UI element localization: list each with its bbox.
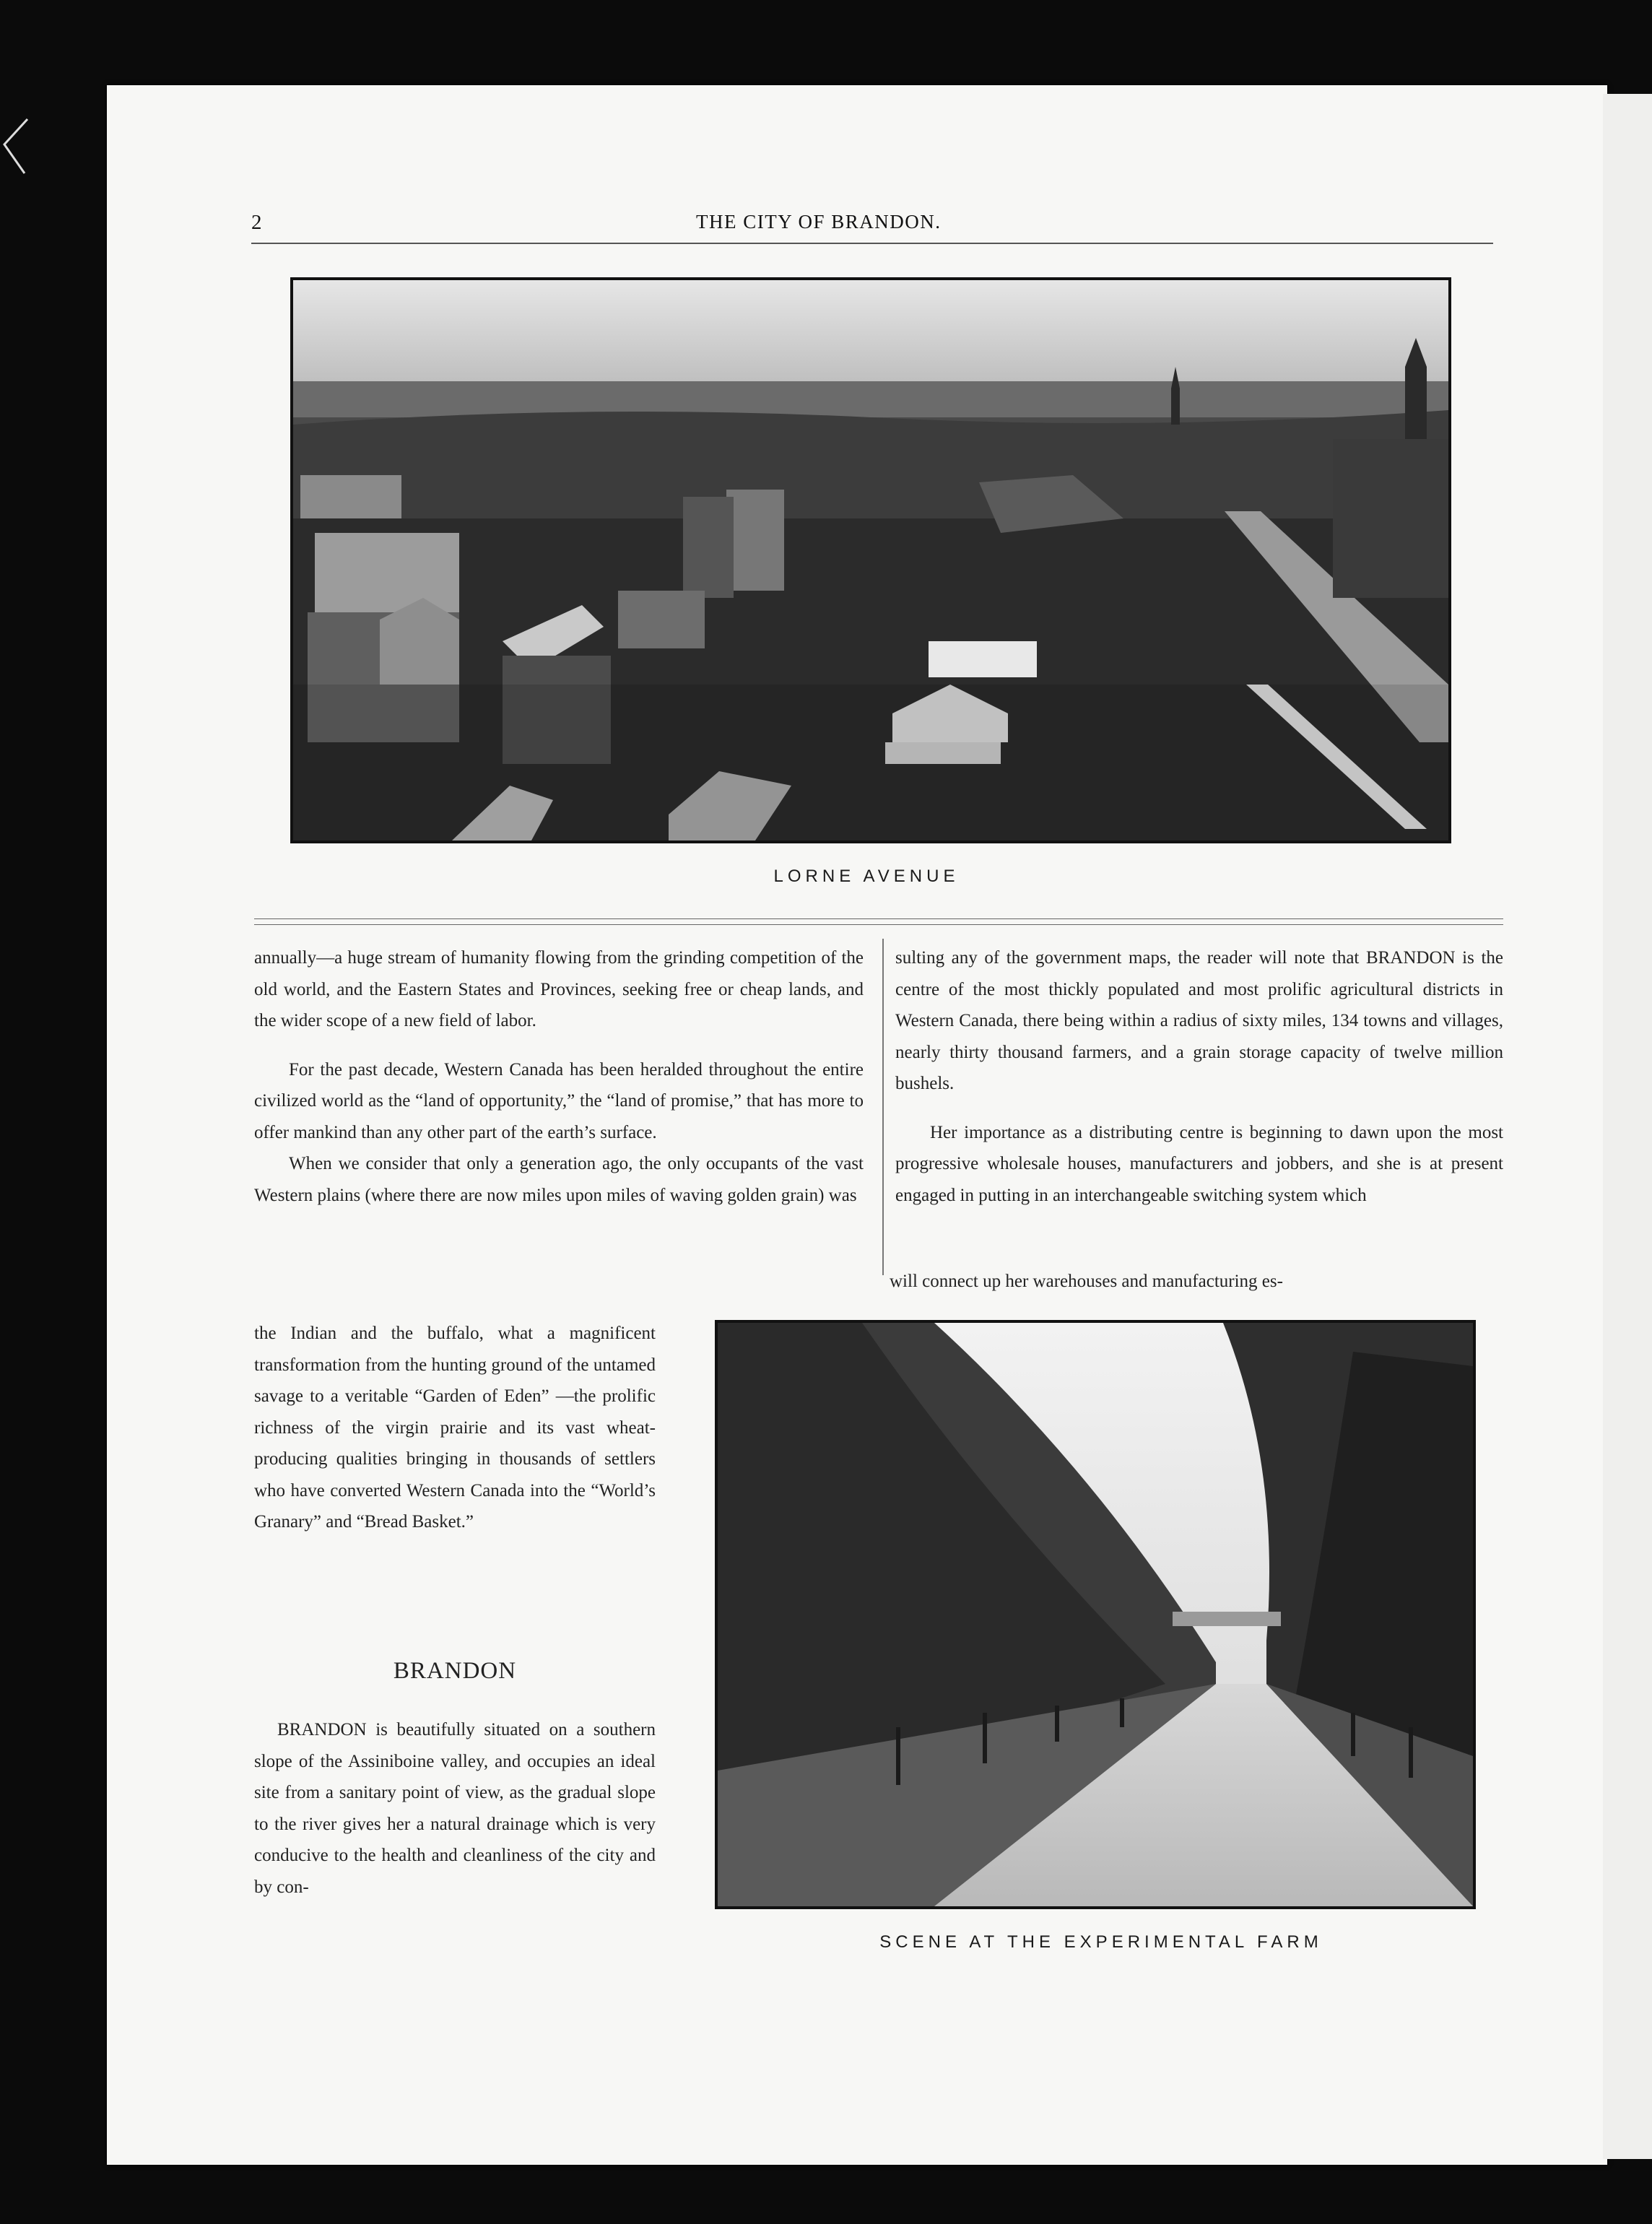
paragraph: will connect up her warehouses and manufacturing es- [890,1272,1283,1291]
paragraph: sulting any of the government maps, the reader will note that BRANDON is the centre of the most thickly populated and most prolific agricultural districts in Western Canada, there being within a radius of sixty miles, 134 towns and villages, nearly thirty thousand farmers, and a grain storage capacity of twelve million bushels. [895,948,1503,1093]
caption-lorne-avenue: LORNE AVENUE [773,866,960,886]
section-rule [254,918,1503,919]
page-number: 2 [251,211,262,234]
paragraph: Her importance as a distributing centre is beginning to dawn upon the most progressive wholesale houses, manufacturers and jobbers, and she is at present engaged in putting in an interchangeable switching system which [895,1122,1503,1205]
section-rule-double [254,924,1503,925]
paragraph: For the past decade, Western Canada has been heralded throughout the entire civilized world as the “land of opportunity,” the “land of promise,” that has more to offer mankind than any other part of the earth’s surface. [254,1059,864,1142]
right-column-top [895,942,1503,1211]
caption-experimental-farm: SCENE AT THE EXPERIMENTAL FARM [879,1932,1323,1952]
right-column-trailing-line [890,1271,1503,1293]
paragraph: BRANDON is beautifully situated on a southern slope of the Assiniboine valley, and occupies an ideal site from a sanitary point of view, as the gradual slope to the river gives her a natural drainage which is very conducive to the health and cleanliness of the city and by con- [254,1720,656,1897]
paragraph: the Indian and the buffalo, what a magnificent transformation from the hunting ground of the untamed savage to a veritable “Garden of Eden” —the prolific richness of the virgin prairie and its vast wheat-producing qualities bringing in thousands of settlers who have converted Western Canada into the “World’s Granary” and “Bread Basket.” [254,1324,656,1532]
left-column-top [254,942,864,1211]
paragraph: annually—a huge stream of humanity flowing from the grinding competition of the old world, and the Eastern States and Provinces, seeking free or cheap lands, and the wider scope of a new field of labor. [254,948,864,1030]
column-divider [882,939,884,1275]
photo-experimental-farm [715,1320,1476,1909]
photo-lorne-avenue [290,277,1451,843]
header-rule [251,243,1493,244]
left-column-continued [254,1318,656,1538]
running-title: THE CITY OF BRANDON. [696,211,942,233]
scan-edge-mark [0,116,29,181]
paragraph: When we consider that only a generation ago, the only occupants of the vast Western plains (where there are now miles upon miles of waving golden grain) was [254,1154,864,1205]
brandon-section-body [254,1714,656,1903]
adjacent-page-edge [1603,94,1652,2159]
section-heading-brandon: BRANDON [393,1658,517,1684]
